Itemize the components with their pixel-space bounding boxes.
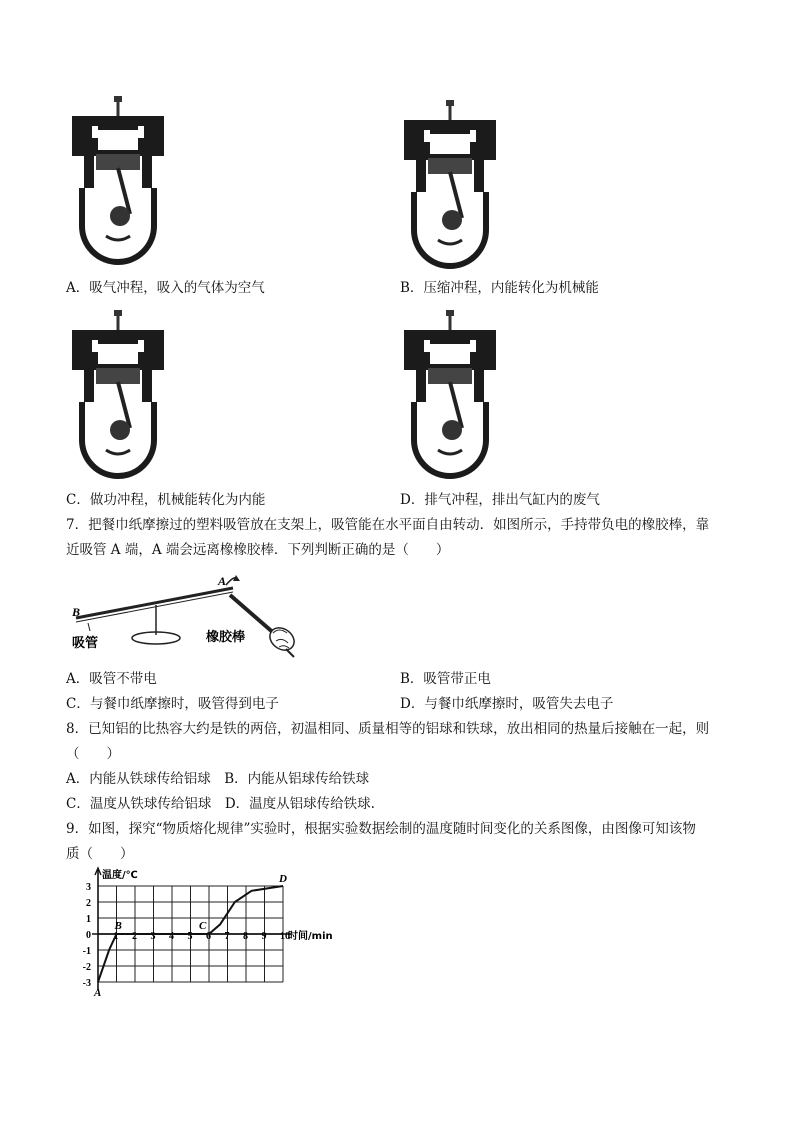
piston xyxy=(96,154,140,170)
crankshaft xyxy=(110,206,130,226)
engine-figure-compression xyxy=(400,100,500,272)
q7-option-c: C．与餐巾纸摩擦时，吸管得到电子 xyxy=(66,696,279,712)
spark-plug-top xyxy=(114,96,122,102)
cylinder-wall-left xyxy=(84,154,94,188)
intake-valve xyxy=(424,340,430,352)
intake-valve xyxy=(92,340,98,352)
crankshaft xyxy=(442,420,462,440)
combustion-chamber xyxy=(98,344,138,364)
point-label-a: A xyxy=(94,987,102,999)
q7-option-d: D．与餐巾纸摩擦时，吸管失去电子 xyxy=(400,696,614,712)
x-tick-label: 6 xyxy=(206,931,211,942)
crankshaft xyxy=(110,420,130,440)
q6-option-c: C．做功冲程，机械能转化为内能 xyxy=(66,492,266,508)
q8-options-row1: A．内能从铁球传给铝球 B．内能从铝球传给铁球 xyxy=(66,771,370,787)
x-axis-label: 时间/min xyxy=(288,931,333,942)
crank-weight xyxy=(438,240,462,244)
straw-label-a: A xyxy=(218,574,227,588)
exhaust-valve xyxy=(470,340,476,352)
x-tick-label: 8 xyxy=(243,931,248,942)
q6-option-b: B．压缩冲程，内能转化为机械能 xyxy=(400,280,599,296)
intake-valve xyxy=(424,130,430,142)
spark-plug-top xyxy=(446,310,454,316)
q9-stem-line2: 质（ ） xyxy=(66,846,134,862)
engine-figure-exhaust xyxy=(400,310,500,482)
q7-stem-line1: 7．把餐巾纸摩擦过的塑料吸管放在支架上，吸管能在水平面自由转动．如图所示，手持带负电的橡胶棒，靠 xyxy=(66,517,710,533)
y-axis-label: 温度/℃ xyxy=(102,870,138,881)
q6-option-d: D．排气冲程，排出气缸内的废气 xyxy=(400,492,600,508)
straw xyxy=(76,588,233,618)
x-tick-label: 2 xyxy=(132,931,137,942)
exhaust-valve xyxy=(138,126,144,138)
crankshaft xyxy=(442,210,462,230)
cylinder-wall-right xyxy=(142,368,152,402)
combustion-chamber xyxy=(430,134,470,154)
q8-stem-line2: （ ） xyxy=(66,746,120,762)
cylinder-wall-left xyxy=(84,368,94,402)
exhaust-valve xyxy=(470,130,476,142)
crank-weight xyxy=(106,450,130,454)
y-tick-label: -3 xyxy=(82,978,91,989)
q6-option-a: A．吸气冲程，吸入的气体为空气 xyxy=(66,280,265,296)
combustion-chamber xyxy=(98,130,138,150)
q8-stem-line1: 8．已知铝的比热容大约是铁的两倍，初温相同、质量相等的铝球和铁球，放出相同的热量后接触在一起，则 xyxy=(66,721,710,737)
crank-weight xyxy=(438,450,462,454)
cylinder-wall-left xyxy=(416,368,426,402)
point-label-d: D xyxy=(279,873,287,885)
rod-caption: 橡胶棒 xyxy=(206,630,246,645)
combustion-chamber xyxy=(430,344,470,364)
y-tick-label: 3 xyxy=(86,882,91,893)
x-tick-label: 10 xyxy=(280,931,290,942)
q8-options-row2: C．温度从铁球传给铝球 D．温度从铝球传给铁球. xyxy=(66,796,375,812)
x-tick-label: 7 xyxy=(224,931,230,942)
y-tick-label: 0 xyxy=(86,930,91,941)
engine-figure-intake xyxy=(68,96,168,268)
intake-valve xyxy=(92,126,98,138)
straw-rubber-rod-figure xyxy=(68,563,308,663)
engine-figure-power xyxy=(68,310,168,482)
melting-curve-chart xyxy=(60,866,333,1026)
rubber-rod xyxy=(230,595,276,635)
y-tick-label: 2 xyxy=(86,898,91,909)
y-tick-label: 1 xyxy=(86,914,91,925)
crank-weight xyxy=(106,236,130,240)
spark-plug-top xyxy=(114,310,122,316)
cylinder-wall-right xyxy=(474,368,484,402)
exhaust-valve xyxy=(138,340,144,352)
straw-label-b: B xyxy=(72,605,81,619)
point-label-b: B xyxy=(114,920,122,932)
y-tick-label: -1 xyxy=(82,946,91,957)
cylinder-wall-right xyxy=(142,154,152,188)
q9-stem-line1: 9．如图，探究“物质熔化规律”实验时，根据实验数据绘制的温度随时间变化的关系图像，由图像可知该物 xyxy=(66,821,696,837)
x-tick-label: 3 xyxy=(150,931,156,942)
q7-option-a: A．吸管不带电 xyxy=(66,671,157,687)
q7-stem-line2: 近吸管 A 端，A 端会远离橡橡胶棒．下列判断正确的是（ ） xyxy=(66,542,450,558)
x-tick-label: 4 xyxy=(169,931,174,942)
piston xyxy=(428,368,472,384)
straw-caption: 吸管 xyxy=(72,636,99,651)
cylinder-wall-right xyxy=(474,158,484,192)
x-tick-label: 9 xyxy=(261,931,267,942)
x-tick-label: 1 xyxy=(113,931,119,942)
point-label-c: C xyxy=(199,920,207,932)
cylinder-wall-left xyxy=(416,158,426,192)
q7-option-b: B．吸管带正电 xyxy=(400,671,491,687)
piston xyxy=(428,158,472,174)
piston xyxy=(96,368,140,384)
y-tick-label: -2 xyxy=(82,962,91,973)
spark-plug-top xyxy=(446,100,454,106)
x-tick-label: 5 xyxy=(187,931,193,942)
